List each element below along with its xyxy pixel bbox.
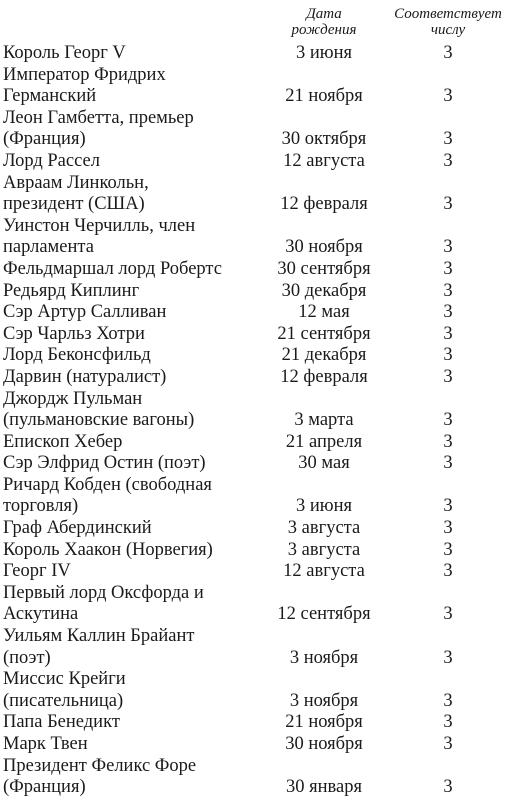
person-name xyxy=(3,345,265,367)
table-row xyxy=(3,540,513,562)
person-name-line: Леон Гамбетта, премьер xyxy=(3,107,194,128)
table-header-row xyxy=(3,6,513,43)
table-row xyxy=(3,65,513,108)
birth-date: 12 февраля xyxy=(280,366,368,387)
header-birth-date-line: рождения xyxy=(291,22,357,38)
table-row xyxy=(3,432,513,454)
person-name xyxy=(3,561,265,583)
birth-date: 12 февраля xyxy=(280,194,368,215)
table-row xyxy=(3,626,513,669)
birth-date: 12 августа xyxy=(283,561,365,582)
matching-number: 3 xyxy=(443,539,453,560)
person-name xyxy=(3,626,265,669)
person-name-line: парламента xyxy=(3,237,94,258)
table-row xyxy=(3,475,513,518)
person-name xyxy=(3,669,265,712)
matching-number: 3 xyxy=(443,237,453,258)
person-name-line: Король Георг V xyxy=(3,43,126,63)
person-name xyxy=(3,432,265,454)
person-name xyxy=(3,540,265,562)
person-name-line: (Франция) xyxy=(3,777,86,798)
birth-date: 30 января xyxy=(286,777,362,798)
person-name xyxy=(3,173,265,216)
birth-date: 21 декабря xyxy=(281,345,367,366)
person-name xyxy=(3,259,265,281)
person-name xyxy=(3,367,265,389)
table-row xyxy=(3,669,513,712)
person-name xyxy=(3,65,265,108)
matching-number: 3 xyxy=(443,323,453,344)
birth-date: 21 сентября xyxy=(277,323,371,344)
table-body xyxy=(3,43,513,799)
matching-number: 3 xyxy=(443,518,453,539)
person-name xyxy=(3,324,265,346)
person-name-line: Епископ Хебер xyxy=(3,431,123,452)
birth-date: 30 ноября xyxy=(285,237,363,258)
person-name-line: торговля) xyxy=(3,496,79,517)
person-name-line: Уильям Каллин Брайант xyxy=(3,626,195,647)
birth-date: 12 мая xyxy=(298,302,350,323)
matching-number: 3 xyxy=(443,431,453,452)
matching-number: 3 xyxy=(443,496,453,517)
person-name-line: Миссис Крейги xyxy=(3,669,126,690)
person-name-line: (писательница) xyxy=(3,690,124,711)
matching-number: 3 xyxy=(443,150,453,171)
person-name-line: Марк Твен xyxy=(3,734,88,754)
person-name xyxy=(3,734,265,756)
matching-number: 3 xyxy=(443,410,453,431)
person-name-line: Лорд Беконсфильд xyxy=(3,345,151,366)
person-name xyxy=(3,475,265,518)
birth-date: 3 июня xyxy=(295,496,352,517)
birth-date: 30 ноября xyxy=(285,734,363,754)
person-name-line: Император Фридрих xyxy=(3,64,166,85)
matching-number: 3 xyxy=(443,258,453,279)
table-row xyxy=(3,734,513,756)
birth-date: 30 октября xyxy=(281,129,367,150)
matching-number: 3 xyxy=(443,43,453,63)
person-name-line: Президент Феликс Форе xyxy=(3,755,197,776)
person-name-line: Фельдмаршал лорд Робертс xyxy=(3,258,222,279)
person-name-line: Джордж Пульман xyxy=(3,388,143,409)
header-matches-number xyxy=(383,6,513,43)
matching-number: 3 xyxy=(443,345,453,366)
birth-date: 30 декабря xyxy=(281,280,367,301)
birth-date: 3 ноября xyxy=(289,690,359,711)
person-name-line: Аскутина xyxy=(3,604,79,625)
table-row xyxy=(3,518,513,540)
matching-number: 3 xyxy=(443,86,453,107)
matching-number: 3 xyxy=(443,690,453,711)
person-name xyxy=(3,302,265,324)
person-name xyxy=(3,151,265,173)
person-name-line: Редьярд Киплинг xyxy=(3,280,140,301)
person-name xyxy=(3,108,265,151)
header-birth-date xyxy=(265,6,383,43)
table-row xyxy=(3,281,513,303)
birth-date: 12 сентября xyxy=(277,604,371,625)
birth-date: 3 ноября xyxy=(289,647,359,668)
person-name-line: Граф Абердинский xyxy=(3,518,152,539)
person-name-line: Папа Бенедикт xyxy=(3,712,120,733)
birthdays-table xyxy=(3,6,513,799)
matching-number: 3 xyxy=(443,734,453,754)
person-name-line: Первый лорд Оксфорда и xyxy=(3,582,204,603)
person-name xyxy=(3,43,265,65)
matching-number: 3 xyxy=(443,366,453,387)
person-name-line: Георг IV xyxy=(3,561,71,582)
person-name-line: Король Хаакон (Норвегия) xyxy=(3,539,213,560)
table-row xyxy=(3,561,513,583)
person-name xyxy=(3,756,265,799)
table-row xyxy=(3,108,513,151)
table-row xyxy=(3,367,513,389)
table-row xyxy=(3,583,513,626)
person-name xyxy=(3,389,265,432)
matching-number: 3 xyxy=(443,129,453,150)
matching-number: 3 xyxy=(443,280,453,301)
birth-date: 30 сентября xyxy=(277,258,371,279)
birth-date: 3 августа xyxy=(287,539,361,560)
table-row xyxy=(3,324,513,346)
person-name-line: (поэт) xyxy=(3,647,51,668)
person-name xyxy=(3,583,265,626)
table-row xyxy=(3,302,513,324)
matching-number: 3 xyxy=(443,712,453,733)
table-row xyxy=(3,389,513,432)
birth-date: 21 апреля xyxy=(285,431,363,452)
header-name xyxy=(3,6,265,43)
person-name-line: Ричард Кобден (свободная xyxy=(3,474,212,495)
table-row xyxy=(3,756,513,799)
birth-date: 30 мая xyxy=(298,453,350,474)
person-name-line: Сэр Элфрид Остин (поэт) xyxy=(3,453,206,474)
person-name-line: Уинстон Черчилль, член xyxy=(3,215,196,236)
person-name-line: Германский xyxy=(3,86,97,107)
table-row xyxy=(3,173,513,216)
table-row xyxy=(3,453,513,475)
birth-date: 3 марта xyxy=(294,410,354,431)
birth-date: 12 августа xyxy=(283,150,365,171)
person-name xyxy=(3,712,265,734)
table-row xyxy=(3,216,513,259)
birth-date: 3 июня xyxy=(295,43,352,63)
birth-date: 21 ноября xyxy=(285,712,363,733)
header-matches-number-line: Соответствует xyxy=(394,6,502,22)
header-matches-number-line: числу xyxy=(430,22,466,38)
table-row xyxy=(3,345,513,367)
matching-number: 3 xyxy=(443,453,453,474)
person-name-line: Сэр Артур Салливан xyxy=(3,302,167,323)
person-name-line: Сэр Чарльз Хотри xyxy=(3,323,145,344)
matching-number: 3 xyxy=(443,604,453,625)
table-row xyxy=(3,712,513,734)
person-name-line: Лорд Рассел xyxy=(3,150,100,171)
header-birth-date-line: Дата xyxy=(306,6,342,22)
matching-number: 3 xyxy=(443,194,453,215)
person-name-line: Дарвин (натуралист) xyxy=(3,366,167,387)
person-name-line: президент (США) xyxy=(3,194,145,215)
birth-date: 3 августа xyxy=(287,518,361,539)
matching-number: 3 xyxy=(443,561,453,582)
person-name xyxy=(3,281,265,303)
table-row xyxy=(3,259,513,281)
person-name xyxy=(3,453,265,475)
matching-number: 3 xyxy=(443,302,453,323)
table-row xyxy=(3,43,513,65)
person-name-line: (пульмановские вагоны) xyxy=(3,410,195,431)
person-name-line: (Франция) xyxy=(3,129,86,150)
person-name xyxy=(3,518,265,540)
person-name-line: Авраам Линкольн, xyxy=(3,172,149,193)
matching-number: 3 xyxy=(443,777,453,798)
birth-date: 21 ноября xyxy=(285,86,363,107)
matching-number: 3 xyxy=(443,647,453,668)
table-row xyxy=(3,151,513,173)
person-name xyxy=(3,216,265,259)
